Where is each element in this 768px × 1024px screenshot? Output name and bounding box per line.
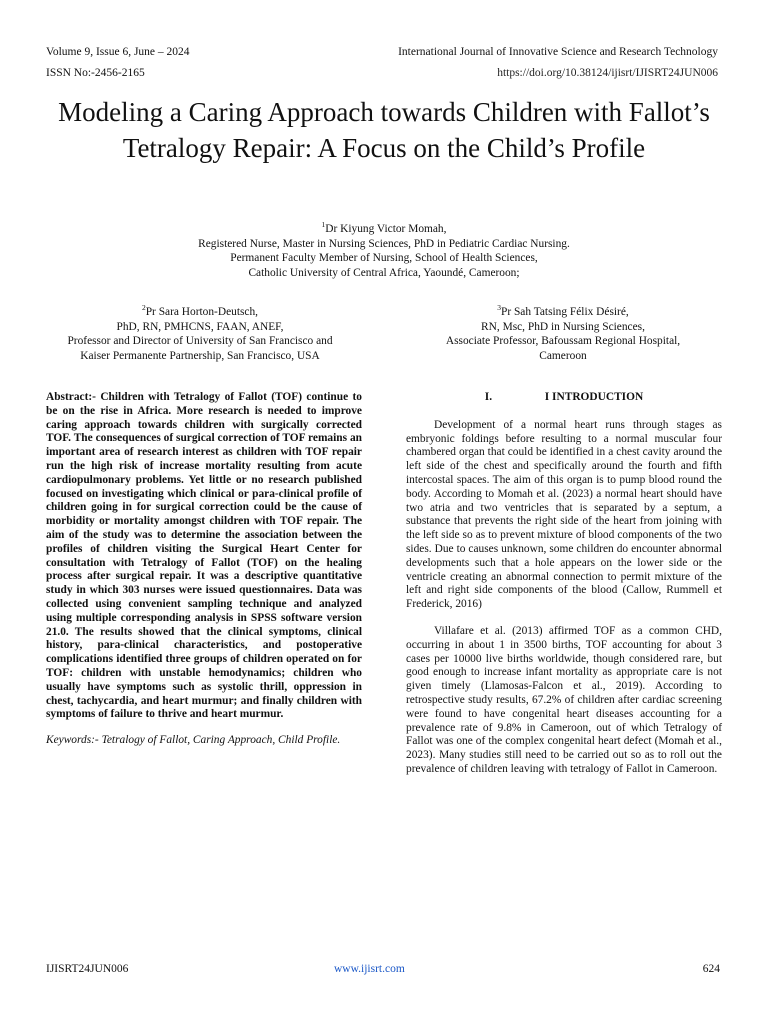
- author-2-name: Pr Sara Horton-Deutsch,: [145, 306, 259, 318]
- paragraph: Development of a normal heart runs through stages as embryonic foldings before resulting to a normal muscular four chambered organ that could be identified in a chest cavity around the left side of the chest and specifically around the fourth and fifth intercostal spaces. The aim of this organ is to pump blood round the body. According to Momah et al. (2023) a normal heart should have two atria and two ventricles that is separated by a septum, a substance that prevents the right side of the heart from joining with the left side so as to prevent mixture of blood components of the two sides. Due to causes unknown, some children do encounter abnormal developments such that a hole appears on the lower side or the ventricle creating an abnormal connection to permit mixture of the left and right side components of the blood (Callow, Rummell et Frederick, 2016): [406, 418, 722, 611]
- page-number: 624: [702, 963, 720, 975]
- right-column: [406, 391, 722, 790]
- section-heading: [406, 391, 722, 405]
- author-1-line: Registered Nurse, Master in Nursing Sciences, PhD in Pediatric Cardiac Nursing.: [198, 237, 570, 250]
- issn: ISSN No:-2456-2165: [46, 67, 145, 79]
- author-2-line: PhD, RN, PMHCNS, FAAN, ANEF,: [116, 320, 284, 333]
- author-3-name: Pr Sah Tatsing Félix Désiré,: [500, 306, 629, 318]
- keywords: Keywords:- Tetralogy of Fallot, Caring Approach, Child Profile.: [46, 734, 341, 747]
- author-3-line: RN, Msc, PhD in Nursing Sciences,: [481, 320, 645, 333]
- paragraph: Villafare et al. (2013) affirmed TOF as a common CHD, occurring in about 1 in 3500 births, TOF accounting for about 3 cases per 10000 live births worldwide, though considered rare, but good enough to increase infant mortality as appropriate care is not given timely (Llamosas-Falcon et al., 2019). According to retrospective study results, 67.2% of children after cardiac screening were found to have congenital heart diseases accounting for a prevalence rate of 9.8% in Cameroon, out of which Tetralogy of Fallot was one of the complex congenital heart defect (Momah et al., 2023). Many studies still need to be carried out so as to roll out the prevalence of children leaving with tetralogy of Fallot in Cameroon.: [406, 624, 722, 775]
- author-1-sup: 1: [321, 220, 326, 230]
- author-2-line: Kaiser Permanente Partnership, San Francisco, USA: [80, 349, 320, 362]
- doi-link[interactable]: https://doi.org/10.38124/ijisrt/IJISRT24JUN006: [497, 67, 718, 79]
- author-2-line: Professor and Director of University of San Francisco and: [67, 335, 333, 348]
- author-1-line: Permanent Faculty Member of Nursing, School of Health Sciences,: [230, 252, 538, 265]
- left-column: [46, 391, 362, 748]
- abstract: Abstract:- Children with Tetralogy of Fallot (TOF) continue to be on the rise in Africa. More research is needed to improve caring approach towards children with surgically corrected TOF. The consequences of surgical correction of TOF remains an important area of research interest as children with TOF repair run the high risk of increase mortality resulting from acute cardiopulmonary problems. Yet little or no research published focused on investigating which clinical or para-clinical profile of children going in for surgical correction could be the cause of morbidity or mortality amongst children with TOF repair. The aim of the study was to determine the association between the profiles of children visiting the Surgical Heart Center for consultation with Tetralogy of Fallot (TOF) on the healing process after surgical repair. It was a descriptive quantitative study in which 303 nurses were issued questionnaires. Data was collected using convenient sampling technique and analyzed using multiple corresponding analysis in SPSS software version 21.0. The results showed that the clinical symptoms, clinical history, para-clinical characteristics, and postoperative complications identified three groups of children operated on for TOF: children with unstable hemodynamics; children who usually have symptoms such as systolic thrill, oppression in chest, tachycardia, and heart murmur; and finally children with symptoms of failure to thrive and heart murmur.: [46, 391, 362, 721]
- footer-paper-id: IJISRT24JUN006: [46, 963, 129, 975]
- section-title: I INTRODUCTION: [544, 391, 644, 403]
- author-3-line: Cameroon: [539, 349, 587, 362]
- author-3-line: Associate Professor, Bafoussam Regional Hospital,: [445, 335, 681, 348]
- author-3-block: [408, 305, 718, 363]
- footer-website-link[interactable]: www.ijisrt.com: [334, 963, 405, 975]
- section-number: I.: [484, 391, 493, 403]
- author-1-block: [84, 222, 684, 280]
- journal-name: International Journal of Innovative Science and Research Technology: [398, 46, 718, 58]
- author-1-line: Catholic University of Central Africa, Yaoundé, Cameroon;: [248, 266, 520, 279]
- author-1-name: Dr Kiyung Victor Momah,: [325, 223, 447, 235]
- paper-title: Modeling a Caring Approach towards Children with Fallot’s Tetralogy Repair: A Focus on the Child’s Profile: [58, 97, 710, 163]
- author-2-sup: 2: [141, 303, 146, 313]
- author-2-block: [40, 305, 360, 363]
- author-3-sup: 3: [497, 303, 501, 313]
- volume-info: Volume 9, Issue 6, June – 2024: [46, 46, 190, 58]
